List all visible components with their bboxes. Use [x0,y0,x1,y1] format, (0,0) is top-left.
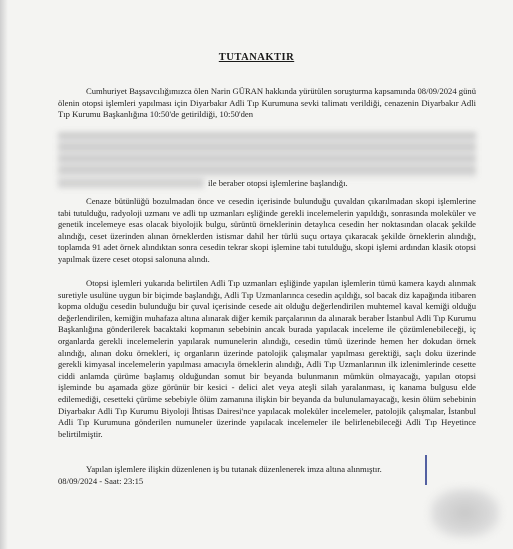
redacted-paragraph [58,132,476,190]
redacted-signature-area [430,488,500,538]
paragraph-intro: Cumhuriyet Başsavcılığımızca ölen Narin GÜRAN hakkında yürütülen soruşturma kapsamında 08/09/2024 günü ölenin otopsi işlemleri yapılması için Diyarbakır Adli Tıp Kurumuna sevki talimatı verildiği, cenazenin Diyarbakır Adli Tıp Kurumu Başkanlığına 10:50'de getirildiği, 10:50'den [58,86,476,120]
paragraph-otopsi: Otopsi işlemleri yukarıda belirtilen Adli Tıp uzmanları eşliğinde yapılan işlemlerin tümü kamera kaydı alınmak suretiyle usulüne uygun bir biçimde başlandığı, Adli Tıp Uzmanlarınca cesedin açıldığı, sol bacak diz kapağında itibaren kopma olduğu cesedin bulunduğu bir çuval içerisinde cesede ait olduğu değerlendirilen muhtemel kaval kemiği olduğu değerlendirilen, kemiğin muhafaza altına alınarak diğer kemik parçalarının da alınarak beraber İstanbul Adli Tıp Kurumu Başkanlığına gönderilerek bacaktaki kopmanın sebebinin ancak burada yapılacak inceleme ile çözümlenebileceği, iç organlarda gerekli incelemelerin yapılarak numunelerin alındığı, cesedin tümü üzerinde hemen her dokudan örnek alındığı, alınan doku örnekleri, iç organların üzerinde patolojik çalışmalar yapılması gerektiği, saçlı doku üzerinde gerekli kimyasal incelemelerin yapılması amacıyla örneklerin alındığı, Adli Tıp Uzmanlarının ilk izlenimlerinde cesette ciddi anlamda çürüme başlamış olduğundan somut bir beyanda bulunmanın mümkün olmayacağı, yapılan otopsi işleminde bu aşamada göze görünür bir kesici - delici alet veya ateşli silah yaralanması, iç kanama bulgusu elde edilemediği, cesetteki çürüme sebebiyle ölüm zamanına ilişkin bir beyanda da bulunulamayacağı, kesin ölüm sebebinin Diyarbakır Adli Tıp Kurumu Biyoloji İhtisas Dairesi'nce yapılacak moleküler incelemeler, patolojik çalışmalar, İstanbul Adli Tıp Kurumuna gönderilen numuneler üzerinde yapılacak incelemeler ile belirlenebileceği Adli Tıp Heyetince belirtilmiştir. [58,278,476,439]
date-time-line: 08/09/2024 - Saat: 23:15 [58,476,144,486]
paragraph-closing: Yapılan işlemlere ilişkin düzenlenen iş bu tutanak düzenlenerek imza altına alınmıştır. [86,464,382,474]
redaction-blur [58,132,476,178]
signature-pen-stroke [425,455,427,485]
paragraph-redacted-tail: ile beraber otopsi işlemlerine başlandığı. [208,178,348,188]
paragraph-skopi: Cenaze bütünlüğü bozulmadan önce ve cesedin içerisinde bulunduğu çuvaldan çıkarılmadan skopi işlemlerine tabi tutulduğu, radyoloji uzmanı ve adli tıp uzmanları eşliğinde gerekli incelemelerin yapıldığı, sonrasında moleküler ve genetik incelemeye esas olacak biyolojik bulgu, sürüntü örneklerinin detaylıca cesedin her noktasından olacak şekilde alındığı, ceset üzerinden alınan örneklerden istismar dahil her türlü suçu ortaya çıkaracak şekilde örneklerin alındığı, toplamda 91 adet örnek alındıktan sonra cesedin tekrar skopi işlemine tabi tutulduğu, skopi işlemi ardından klasik otopsi yapılmak üzere ceset otopsi salonuna alındı. [58,196,476,264]
redaction-blur [58,178,204,188]
page-edge-shadow [0,0,8,549]
document-title: TUTANAKTIR [218,52,295,63]
